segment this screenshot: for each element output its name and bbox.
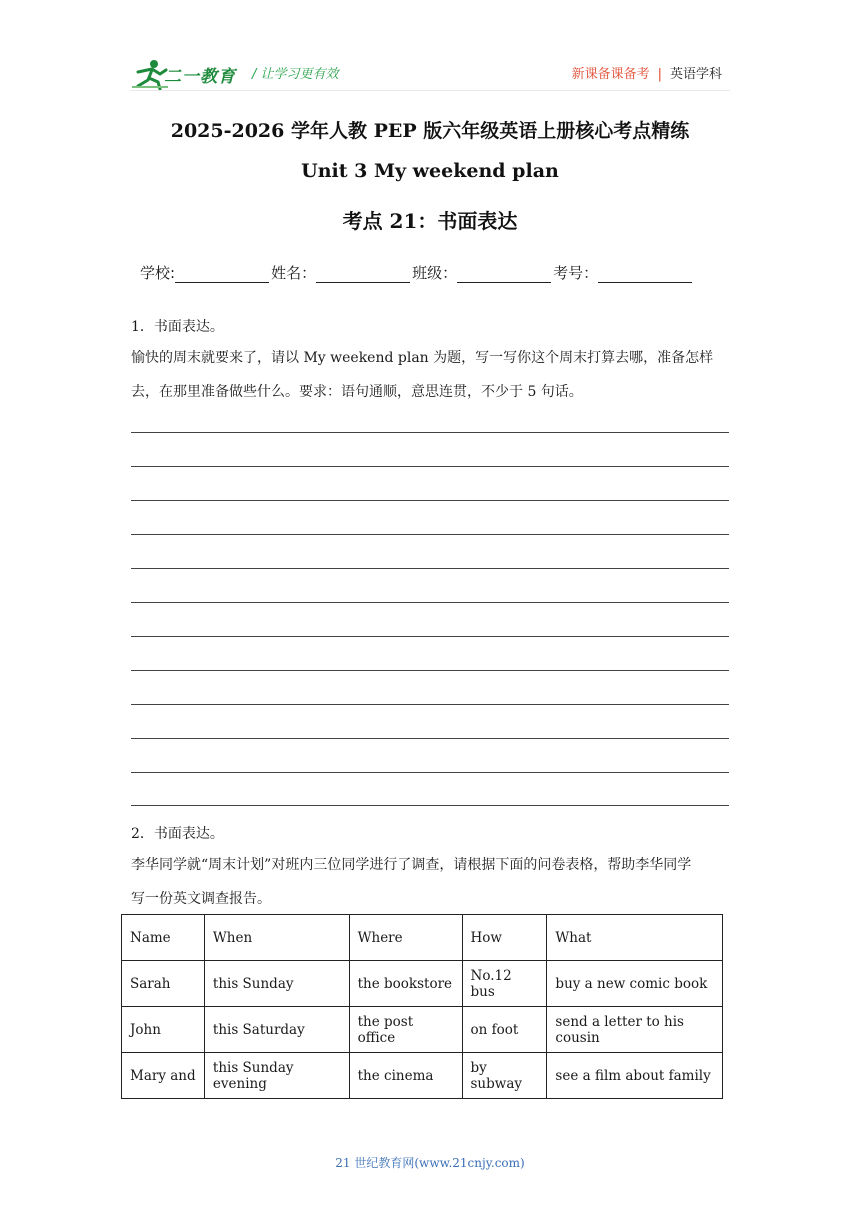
school-field[interactable]: [140, 262, 271, 283]
writing-line[interactable]: [131, 636, 729, 637]
table-cell: Mary and: [122, 1053, 205, 1099]
slogan: / 让学习更有效: [252, 67, 339, 82]
student-info-row: [140, 262, 694, 283]
writing-line[interactable]: [131, 602, 729, 603]
main-title: 2025-2026 学年人教 PEP 版六年级英语上册核心考点精练: [170, 120, 690, 142]
name-field[interactable]: [271, 262, 412, 283]
table-cell: the post office: [349, 1007, 462, 1053]
table-row: [122, 961, 723, 1007]
q2-prompt-line-1: 李华同学就“周末计划”对班内三位同学进行了调查，请根据下面的问卷表格，帮助李华同学: [131, 857, 692, 873]
table-cell: this Saturday: [204, 1007, 349, 1053]
table-row: [122, 1053, 723, 1099]
writing-line[interactable]: [131, 805, 729, 806]
table-cell: this Sunday: [204, 961, 349, 1007]
writing-line[interactable]: [131, 432, 729, 433]
table-cell: the cinema: [349, 1053, 462, 1099]
subject-label: 英语学科: [669, 67, 722, 82]
topic-title: 考点 21：书面表达: [342, 209, 518, 233]
writing-line[interactable]: [131, 704, 729, 705]
header-separator: |: [657, 67, 662, 82]
table-row: [122, 1007, 723, 1053]
table-cell: on foot: [462, 1007, 547, 1053]
header-right: [572, 63, 722, 82]
q1-prompt-line-1: 愉快的周末就要来了，请以 My weekend plan 为题，写一写你这个周末打算去哪，准备怎样: [131, 350, 714, 366]
writing-line[interactable]: [131, 670, 729, 671]
class-label: 班级：: [412, 264, 458, 282]
number-field[interactable]: [553, 262, 694, 283]
writing-line[interactable]: [131, 500, 729, 501]
table-cell: buy a new comic book: [547, 961, 723, 1007]
table-header-row: [122, 915, 723, 961]
unit-title: Unit 3 My weekend plan: [301, 160, 559, 182]
q2-prompt-line-2: 写一份英文调查报告。: [131, 891, 271, 907]
school-blank[interactable]: [175, 266, 269, 283]
q1-heading: 1．书面表达。: [131, 319, 224, 335]
q2-heading: 2．书面表达。: [131, 826, 224, 842]
class-blank[interactable]: [457, 266, 551, 283]
header-cell: Name: [122, 915, 205, 961]
writing-line[interactable]: [131, 534, 729, 535]
survey-table: [121, 914, 723, 1099]
table-cell: see a film about family: [547, 1053, 723, 1099]
header-divider: [130, 90, 730, 91]
course-label: 新课备课备考: [571, 67, 650, 82]
table-cell: send a letter to his cousin: [547, 1007, 723, 1053]
writing-line[interactable]: [131, 568, 729, 569]
class-field[interactable]: [412, 262, 553, 283]
name-label: 姓名：: [271, 264, 317, 282]
number-label: 考号：: [553, 264, 599, 282]
number-blank[interactable]: [598, 266, 692, 283]
header-cell: When: [204, 915, 349, 961]
table-cell: the bookstore: [349, 961, 462, 1007]
writing-line[interactable]: [131, 466, 729, 467]
table-cell: this Sunday evening: [204, 1053, 349, 1099]
header-cell: How: [462, 915, 547, 961]
name-blank[interactable]: [316, 266, 410, 283]
footer-source[interactable]: 21 世纪教育网(www.21cnjy.com): [335, 1156, 525, 1170]
logo-text: 二一教育: [164, 67, 236, 87]
q1-prompt-line-2: 去，在那里准备做些什么。要求：语句通顺，意思连贯，不少于 5 句话。: [131, 384, 583, 400]
writing-line[interactable]: [131, 772, 729, 773]
writing-line[interactable]: [131, 738, 729, 739]
school-label: 学校:: [140, 264, 176, 282]
table-cell: Sarah: [122, 961, 205, 1007]
header-cell: Where: [349, 915, 462, 961]
table-cell: John: [122, 1007, 205, 1053]
table-cell: No.12 bus: [462, 961, 547, 1007]
header-cell: What: [547, 915, 723, 961]
table-cell: by subway: [462, 1053, 547, 1099]
